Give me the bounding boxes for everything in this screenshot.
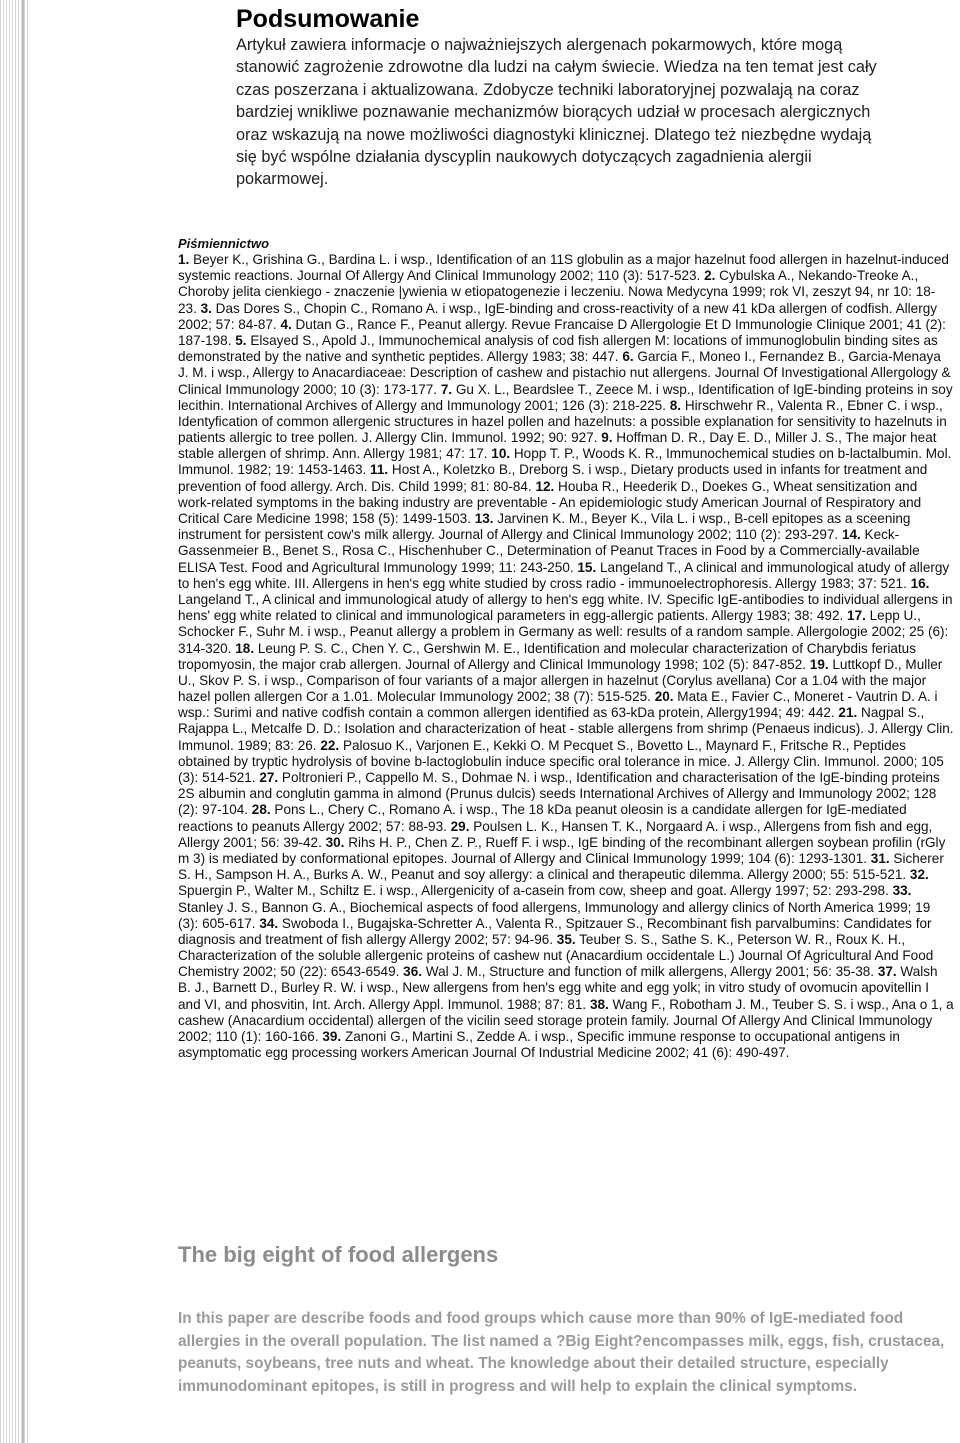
reference-number: 37. — [877, 964, 897, 980]
reference-text: Dutan G., Rance F., Peanut allergy. Revue Francaise D Allergologie Et D Immunologie Clinique 2001; 41 (2): 187-198. — [178, 316, 946, 348]
reference-number: 34. — [259, 915, 279, 931]
reference-number: 11. — [370, 462, 389, 478]
reference-text: Swoboda I., Bugajska-Schretter A., Valenta R., Spitzauer S., Recombinant fish parvalbumins: Candidates for diagnosis and treatment of fish allergy Allergy 2002; 57: 94-96. — [178, 915, 932, 947]
reference-text: Sicherer S. H., Sampson H. A., Burks A. W., Peanut and soy allergy: a clinical and therapeutic dilemma. Allergy 2000; 55: 515-521. — [178, 850, 944, 883]
reference-text: Teuber S. S., Sathe S. K., Peterson W. R., Roux K. H., Characterization of the soluble allergenic proteins of cashew nut (Anacardium occidentale L.) Journal Of Agricultural And Food Chemistry 2002; 50 (22): 6543-6549. — [178, 931, 934, 980]
reference-number: 21. — [838, 705, 858, 721]
summary-title: Podsumowanie — [236, 5, 420, 33]
english-summary-title: The big eight of food allergens — [178, 1242, 499, 1267]
reference-text: Mata E., Favier C., Moneret - Vautrin D. A. i wsp.: Surimi and native codfish contain a common allergen identified as 63-kDa protein, Allergy1994; 49: 442. — [178, 689, 938, 721]
binding-edge — [0, 0, 28, 1443]
reference-text: Stanley J. S., Bannon G. A., Biochemical aspects of food allergens, Immunology and allergy clinics of North America 1999; 19 (3): 605-617. — [178, 899, 931, 931]
reference-text: Poulsen L. K., Hansen T. K., Norgaard A. i wsp., Allergens from fish and egg, Allergy 2001; 56: 39-42. — [178, 818, 933, 850]
reference-number: 22. — [320, 737, 340, 753]
reference-text: Hoffman D. R., Day E. D., Miller J. S., The major heat stable allergen of shrimp. Ann. Allergy 1981; 47: 17. — [178, 430, 937, 462]
english-summary-section — [178, 1240, 958, 1398]
reference-number: 30. — [325, 834, 345, 850]
reference-number: 38. — [589, 996, 609, 1012]
reference-text: Leung P. S. C., Chen Y. C., Gershwin M. E., Identification and molecular characterization of Charybdis feriatus tropomyosin, the major crab allergen. Journal of Allergy and Clinical Immunology 1998; 102 (5): 847-852. — [178, 640, 916, 672]
reference-number: 13. — [474, 511, 494, 526]
reference-text: Host A., Koletzko B., Dreborg S. i wsp., Dietary products used in infants for treatment and prevention of food allergy. Arch. Dis. Child 1999; 81: 80-84. — [178, 462, 928, 494]
reference-number: 12. — [535, 478, 555, 494]
reference-text: Walsh B. J., Barnett D., Burley R. W. i wsp., New allergens from hen's egg white and egg yolk; in vitro study of ovomucin apovitellin I and VI, and phosvitin, Int. Arch. Allergy Appl. Immunol. 1988; 87: 81. — [178, 964, 938, 1012]
reference-text: Garcia F., Moneo I., Fernandez B., Garcia-Menaya J. M. i wsp., Allergy to Anacardiaceae: Description of cashew and pistachio nut allergens. Journal Of Investigational Allergology & Clinical Immunology 2000; 10 (3): 173-177. — [178, 349, 951, 397]
reference-number: 15. — [577, 559, 597, 575]
reference-number: 3. — [200, 300, 212, 316]
reference-number: 7. — [440, 381, 453, 397]
reference-number: 20. — [654, 689, 674, 705]
reference-text: Jarvinen K. M., Beyer K., Vila L. i wsp., B-cell epitopes as a sceening instrument for persistent cow's milk allergy. Journal of Allergy and Clinical Immunology 2002; 110 (2): 293-297. — [178, 511, 911, 543]
reference-text: Cybulska A., Nekando-Treoke A., Choroby jelita cienkiego - znaczenie |ywienia w etiopatogenezie i leczeniu. Nowa Medycyna 1999; rok VI, zeszyt 94, nr 10: 18-23. — [178, 268, 936, 316]
reference-number: 36. — [403, 964, 423, 980]
reference-text: Langeland T., A clinical and immunological atudy of allergy to hen's egg white. III. Allergens in hen's egg white studied by cross radio - immunoelectrophoresis. Allergy 1983; 37: 521. — [178, 559, 950, 591]
reference-text: Zanoni G., Martini S., Zedde A. i wsp., Specific immune response to occupational antigens in asymptomatic egg processing workers American Journal Of Industrial Medicine 2002; 41 (6): 490-497. — [178, 1029, 900, 1061]
reference-text: Wal J. M., Structure and function of milk allergens, Allergy 2001; 56: 35-38. — [422, 964, 878, 980]
english-summary-text: In this paper are describe foods and food groups which cause more than 90% of IgE-mediated food allergies in the overall population. The list named a ?Big Eight?encompasses milk, eggs, fish, crustacea, peanuts, soybeans, tree nuts and wheat. The knowledge about their detailed structure, especially immunodominant epitopes, is still in progress and will help to explain the clinical symptoms. — [178, 1310, 945, 1395]
reference-number: 6. — [622, 349, 634, 365]
reference-number: 19. — [809, 656, 829, 672]
reference-text: Wang F., Robotham J. M., Teuber S. S. i wsp., Ana o 1, a cashew (Anacardium occidental) allergen of the vicilin seed storage protein family. Journal Of Allergy And Clinical Immunology 2002; 110 (1): 160-166. — [178, 996, 954, 1044]
reference-text: Beyer K., Grishina G., Bardina L. i wsp., Identification of an 11S globulin as a major hazelnut food allergen in hazelnut-induced systemic reactions. Journal Of Allergy And Clinical Immunology 2002; 110 (3): 517-523. — [178, 252, 949, 284]
reference-number: 8. — [669, 397, 682, 413]
reference-number: 31. — [870, 850, 890, 866]
reference-text: Pons L., Chery C., Romano A. i wsp., The 18 kDa peanut oleosin is a candidate allergen for IgE-mediated reactions to peanuts Allergy 2002; 57: 88-93. — [178, 802, 907, 834]
reference-text: Lepp U., Schocker F., Suhr M. i wsp., Peanut allergy a problem in Germany as well: results of a random sample. Allergologie 2002; 25 (6): 314-320. — [178, 608, 949, 656]
reference-number: 33. — [892, 883, 912, 899]
references-heading: Piśmiennictwo — [178, 236, 270, 251]
reference-number: 5. — [235, 332, 247, 348]
summary-section — [236, 4, 886, 191]
reference-text: Rihs H. P., Chen Z. P., Rueff F. i wsp., IgE binding of the recombinant allergen soybean profilin (rGly m 3) is mediated by conformational epitopes. Journal of Allergy and Clinical Immunology 1999; 104 (6): 1293-1301. — [178, 834, 946, 866]
reference-text: Poltronieri P., Cappello M. S., Dohmae N. i wsp., Identification and characterisation of the IgE-binding proteins 2S albumin and conglutin gamma in almond (Prunus dulcis) seeds International Archives of Allergy and Immunology 2002; 128 (2): 97-104. — [178, 770, 940, 818]
reference-text: Elsayed S., Apold J., Immunochemical analysis of cod fish allergen M: locations of immunoglobulin binding sites as demonstrated by the native and synthetic peptides. Allergy 1983; 38: 447. — [178, 332, 938, 365]
reference-number: 18. — [235, 640, 255, 656]
reference-number: 1. — [178, 252, 190, 267]
reference-text: Spuergin P., Walter M., Schiltz E. i wsp., Allergenicity of a-casein from cow, sheep and goat. Allergy 1997; 52: 293-298. — [178, 883, 893, 899]
reference-number: 4. — [280, 316, 292, 332]
reference-number: 10. — [491, 446, 511, 462]
reference-text: Das Dores S., Chopin C., Romano A. i wsp., IgE-binding and cross-reactivity of a new 41 kDa allergen of codfish. Allergy 2002; 57: 84-87. — [178, 300, 938, 332]
reference-number: 29. — [450, 818, 470, 834]
reference-text: Gu X. L., Beardslee T., Zeece M. i wsp., Identification of IgE-binding proteins in soy lecithin. International Archives of Allergy and Immunology 2001; 126 (3): 218-225. — [178, 381, 953, 413]
reference-text: Houba R., Heederik D., Doekes G., Wheat sensitization and work-related symptoms in the baking industry are preventable - An epidemiologic study American Journal of Respiratory and Critical Care Medicine 1998; 158 (5): 1499-1503. — [178, 478, 922, 526]
reference-number: 9. — [601, 430, 613, 446]
reference-text: Palosuo K., Varjonen E., Kekki O. M Pecquet S., Bovetto L., Maynard F., Fritsche R., Peptides obtained by tryptic hydrolysis of bovine b-lactoglobulin induce specific oral tolerance in mice. J. Allergy Clin. Immunol. 2000; 105 (3): 514-521. — [178, 737, 944, 785]
reference-number: 35. — [556, 931, 576, 947]
reference-number: 16. — [910, 575, 930, 591]
reference-text: Langeland T., A clinical and immunological atudy of allergy to hen's egg white. IV. Specific IgE-antibodies to individual allergens in hens' egg white related to clinical and immunological parameters in egg-allergic patients. Allergy 1983; 38: 492. — [178, 591, 953, 624]
references-section — [178, 236, 954, 1061]
reference-number: 27. — [259, 770, 279, 785]
reference-text: Hirschwehr R., Valenta R., Ebner C. i wsp., Identyfication of common allergenic structures in hazel pollen and hazelnuts: a possible explanation for sensitivity to hazelnuts in patients allergic to tree pollen. J. Allergy Clin. Immunol. 1992; 90: 927. — [178, 397, 947, 446]
reference-item — [178, 641, 916, 672]
reference-number: 39. — [322, 1029, 342, 1044]
references-list — [178, 252, 954, 1061]
reference-text: Keck-Gassenmeier B., Benet S., Rosa C., Hischenhuber C., Determination of Peanut Traces in Food by a Commercially-available ELISA Test. Food and Agricultural Immunology 1999; 11: 243-250. — [178, 527, 920, 575]
summary-text: Artykuł zawiera informacje o najważniejszych alergenach pokarmowych, które mogą stanowić zagrożenie zdrowotne dla ludzi na całym świecie. Wiedza na ten temat jest cały czas poszerzana i aktualizowana. Zdobycze techniki laboratoryjnej pozwalają na coraz bardziej wnikliwe poznawanie mechanizmów biorących udział w procesach alergicznych oraz wskazują na nowe możliwości diagnostyki klinicznej. Dlatego też niezbędne wydają się być wspólne działania dyscyplin naukowych dotyczących zagadnienia alergii pokarmowej. — [236, 36, 877, 189]
reference-item — [403, 964, 878, 979]
reference-number: 17. — [847, 608, 866, 624]
reference-number: 28. — [251, 802, 271, 818]
reference-number: 32. — [909, 867, 929, 883]
reference-text: Hopp T. P., Woods K. R., Immunochemical studies on b-lactalbumin. Mol. Immunol. 1982; 19: 1453-1463. — [178, 446, 952, 478]
reference-text: Luttkopf D., Muller U., Skov P. S. i wsp., Comparison of four variants of a major allergen in hazelnut (Corylus avellana) Cor a 1.04 with the major hazel pollen allergen Cor a 1.01. Molecular Immunology 2002; 38 (7): 515-525. — [178, 656, 943, 705]
reference-number: 2. — [704, 268, 716, 284]
reference-number: 14. — [841, 527, 861, 543]
reference-text: Nagpal S., Rajappa L., Metcalfe D. D.: Isolation and characterization of heat - stable allergens from shrimp (Penaeus indicus). J. Allergy Clin. Immunol. 1989; 83: 26. — [178, 705, 954, 753]
